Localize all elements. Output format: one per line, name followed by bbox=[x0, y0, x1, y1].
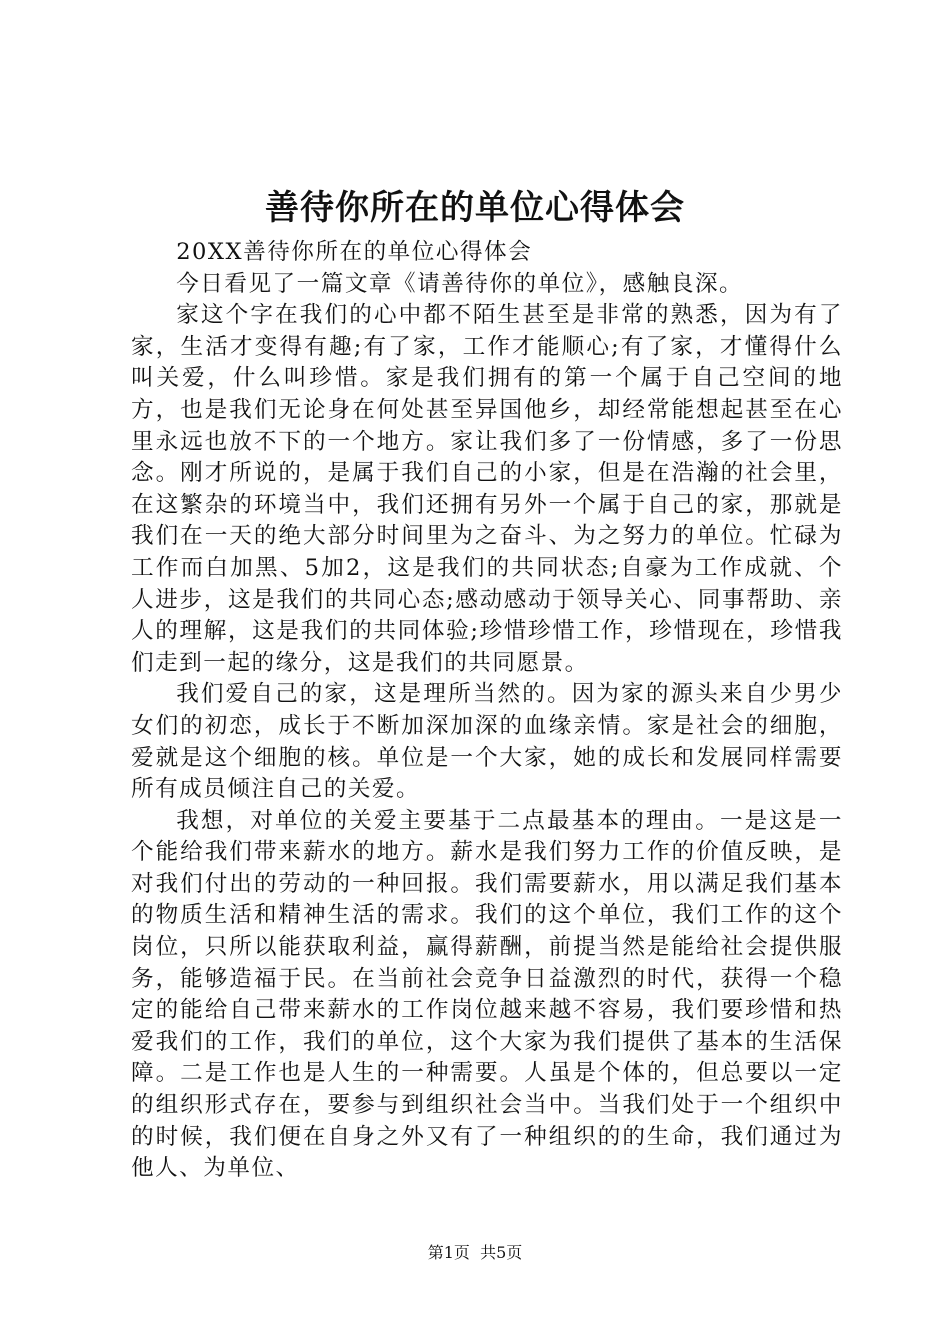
document-title: 善待你所在的单位心得体会 bbox=[265, 188, 685, 228]
document-body bbox=[131, 237, 843, 1185]
paragraph-intro: 今日看见了一篇文章《请善待你的单位》，感触良深。 bbox=[176, 270, 744, 297]
page-total: 共5页 bbox=[480, 1243, 523, 1262]
paragraph-reasons: 我想，对单位的关爱主要基于二点最基本的理由。一是这是一个能给我们带来薪水的地方。薪水是我们努力工作的价值反映，是对我们付出的劳动的一种回报。我们需要薪水，用以满足我们基本的物质生活和精神生活的需求。我们的这个单位，我们工作的这个岗位，只所以能获取利益，赢得薪酬，前提当然是能给社会提供服务，能够造福于民。在当前社会竞争日益激烈的时代，获得一个稳定的能给自己带来薪水的工作岗位越来越不容易，我们要珍惜和热爱我们的工作，我们的单位，这个大家为我们提供了基本的生活保障。二是工作也是人生的一种需要。人虽是个体的，但总要以一定的组织形式存在，要参与到组织社会当中。当我们处于一个组织中的时候，我们便在自身之外又有了一种组织的的生命，我们通过为他人、为单位、 bbox=[131, 807, 843, 1182]
paragraph-love-home: 我们爱自己的家，这是理所当然的。因为家的源头来自少男少女们的初恋，成长于不断加深加深的血缘亲情。家是社会的细胞，爱就是这个细胞的核。单位是一个大家，她的成长和发展同样需要所有成员倾注自己的关爱。 bbox=[131, 681, 843, 803]
paragraph-subtitle: 20XX善待你所在的单位心得体会 bbox=[176, 239, 533, 265]
page-footer bbox=[0, 1242, 950, 1264]
page-number: 第1页 bbox=[427, 1243, 470, 1262]
paragraph-home: 家这个字在我们的心中都不陌生甚至是非常的熟悉，因为有了家，生活才变得有趣;有了家，工作才能顺心;有了家，才懂得什么叫关爱，什么叫珍惜。家是我们拥有的第一个属于自己空间的地方，也是我们无论身在何处甚至异国他乡，却经常能想起甚至在心里永远也放不下的一个地方。家让我们多了一份情感，多了一份思念。刚才所说的，是属于我们自己的小家，但是在浩瀚的社会里，在这繁杂的环境当中，我们还拥有另外一个属于自己的家，那就是我们在一天的绝大部分时间里为之奋斗、为之努力的单位。忙碌为工作而白加黑、5加2，这是我们的共同状态;自豪为工作成就、个人进步，这是我们的共同心态;感动感动于领导关心、同事帮助、亲人的理解，这是我们的共同体验;珍惜珍惜工作，珍惜现在，珍惜我们走到一起的缘分，这是我们的共同愿景。 bbox=[131, 302, 843, 676]
